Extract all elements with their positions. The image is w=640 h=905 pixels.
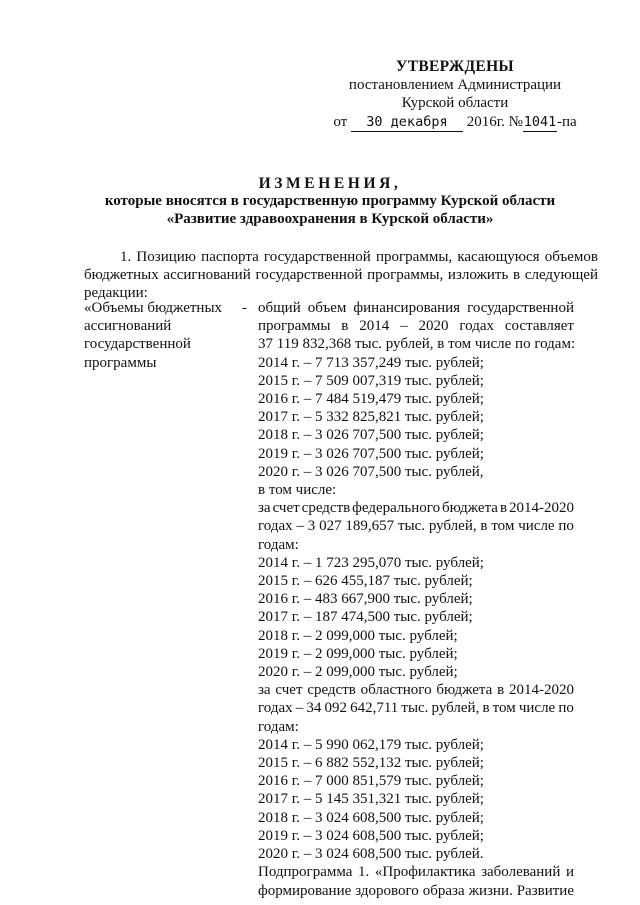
word: числе: [518, 518, 555, 535]
left-line: программы: [84, 354, 157, 371]
document-heading: [60, 175, 600, 228]
passport-line: 2016 г. – 7 000 851,579 тыс. рублей;: [258, 773, 484, 790]
passport-line: годам:: [258, 536, 299, 553]
passport-line: 2018 г. – 3 024 608,500 тыс. рублей;: [258, 809, 484, 826]
word: 189,657: [345, 518, 395, 535]
word: счет: [272, 500, 300, 517]
heading-subtitle-1: которые вносятся в государственную программу Курской области: [104, 193, 556, 210]
passport-line: 2015 г. – 6 882 552,132 тыс. рублей;: [258, 755, 484, 772]
passport-line: [258, 499, 574, 517]
word: жизни.: [468, 882, 513, 899]
passport-line: 2016 г. – 483 667,900 тыс. рублей;: [258, 591, 473, 608]
passport-line: 2018 г. – 2 099,000 тыс. рублей;: [258, 627, 458, 644]
word: финансирования: [353, 300, 461, 316]
word: 2014-2020: [509, 500, 574, 517]
word: 092: [324, 700, 347, 717]
passport-line: [258, 517, 574, 535]
word: рублей,: [428, 518, 477, 535]
word: по: [558, 700, 574, 717]
left-line: «Объемы бюджетных: [84, 300, 223, 316]
passport-line: [258, 681, 574, 699]
passport-line: годам:: [258, 718, 299, 735]
word: областного: [360, 682, 432, 699]
word: том: [491, 518, 515, 535]
word: рублей,: [431, 700, 480, 717]
approval-line-1: постановлением Администрации: [348, 77, 562, 94]
passport-line: [258, 882, 574, 900]
passport-line: 2015 г. – 626 455,187 тыс. рублей;: [258, 573, 473, 590]
word: 34: [306, 700, 322, 717]
word: числе: [518, 700, 556, 717]
year-text: 2016г. №: [466, 113, 523, 130]
passport-line: [258, 317, 574, 335]
word: за: [258, 682, 271, 699]
word: государственной: [467, 300, 574, 316]
passport-line: 2014 г. – 7 713 357,249 тыс. рублей;: [258, 354, 484, 371]
word: 1.: [358, 864, 370, 881]
approval-line-2: Курской области: [401, 95, 509, 112]
word: средств: [301, 500, 351, 517]
word: годах: [258, 518, 293, 535]
word: средств: [307, 682, 356, 699]
word: здорового: [355, 882, 419, 899]
word: в: [497, 682, 505, 699]
word: 027: [319, 518, 342, 535]
passport-line: 2017 г. – 187 474,500 тыс. рублей;: [258, 609, 473, 626]
word: в: [499, 500, 508, 517]
word: федерального: [352, 500, 441, 517]
passport-line: 2015 г. – 7 509 007,319 тыс. рублей;: [258, 372, 484, 389]
left-line: ассигнований: [84, 318, 172, 335]
word: Подпрограмма: [258, 864, 353, 881]
word: в: [480, 518, 488, 535]
passport-line: 2020 г. – 3 024 608,500 тыс. рублей.: [258, 846, 484, 863]
passport-left-column: [84, 299, 244, 372]
approval-date-row: [330, 113, 580, 132]
word: бюджета: [442, 500, 498, 517]
word: образа: [422, 882, 465, 899]
paragraph-1: [84, 248, 598, 303]
word: годах: [258, 700, 293, 717]
word: по: [558, 518, 574, 535]
word: общий: [258, 300, 301, 316]
approval-title: УТВЕРЖДЕНЫ: [396, 58, 514, 75]
passport-line: в том числе:: [258, 482, 337, 499]
passport-line: 2019 г. – 3 024 608,500 тыс. рублей;: [258, 827, 484, 844]
passport-line: 2014 г. – 1 723 295,070 тыс. рублей;: [258, 554, 484, 571]
heading-subtitle-2: «Развитие здравоохранения в Курской области»: [166, 210, 494, 227]
passport-line: [258, 299, 574, 317]
word: Развитие: [516, 882, 574, 899]
date-prefix: от: [333, 113, 348, 130]
word: тыс.: [401, 700, 429, 717]
word: и: [565, 864, 574, 881]
handwritten-number: 1041: [523, 113, 557, 132]
word: объем: [307, 300, 347, 316]
word: «Профилактика: [374, 864, 476, 881]
word: заболеваний: [481, 864, 561, 881]
passport-right-column: [258, 299, 574, 900]
passport-line: 2014 г. – 5 990 062,179 тыс. рублей;: [258, 736, 484, 753]
left-line: государственной: [84, 336, 191, 353]
number-suffix: -па: [556, 113, 577, 130]
word: тыс.: [397, 518, 425, 535]
word: составляет: [504, 318, 574, 335]
word: 3: [307, 518, 316, 535]
passport-line: 2020 г. – 2 099,000 тыс. рублей;: [258, 664, 458, 681]
word: 642,711: [350, 700, 399, 717]
passport-line: 2017 г. – 5 332 825,821 тыс. рублей;: [258, 409, 484, 426]
word: бюджета: [436, 682, 493, 699]
passport-line: 2016 г. – 7 484 519,479 тыс. рублей;: [258, 391, 484, 408]
passport-line: [258, 699, 574, 717]
passport-line: 2019 г. – 3 026 707,500 тыс. рублей;: [258, 445, 484, 462]
word: в: [482, 700, 490, 717]
word: –: [400, 318, 408, 335]
approval-block: [330, 58, 580, 132]
word: 2020: [418, 318, 449, 335]
heading-title: ИЗМЕНЕНИЯ,: [258, 175, 402, 192]
word: 2014-2020: [509, 682, 574, 699]
word: том: [492, 700, 516, 717]
passport-line: 37 119 832,368 тыс. рублей, в том числе по годам:: [258, 336, 576, 353]
word: –: [295, 700, 304, 717]
passport-line: 2018 г. – 3 026 707,500 тыс. рублей;: [258, 427, 484, 444]
word: –: [296, 518, 304, 535]
paragraph-1-text: 1. Позицию паспорта государственной программы, касающуюся объемов бюджетных ассигнований государственной программы, изложить в следующей редакции:: [84, 249, 598, 302]
word: годах: [459, 318, 495, 335]
word: в: [341, 318, 349, 335]
word: счет: [275, 682, 303, 699]
passport-line: 2017 г. – 5 145 351,321 тыс. рублей;: [258, 791, 484, 808]
word: за: [258, 500, 271, 517]
column-dash: -: [242, 300, 247, 316]
word: программы: [258, 318, 331, 335]
passport-line: 2019 г. – 2 099,000 тыс. рублей;: [258, 645, 458, 662]
passport-line: [258, 863, 574, 881]
handwritten-day: 30 декабря: [351, 113, 463, 132]
passport-line: 2020 г. – 3 026 707,500 тыс. рублей,: [258, 463, 484, 480]
word: формирование: [258, 882, 352, 899]
word: 2014: [359, 318, 390, 335]
